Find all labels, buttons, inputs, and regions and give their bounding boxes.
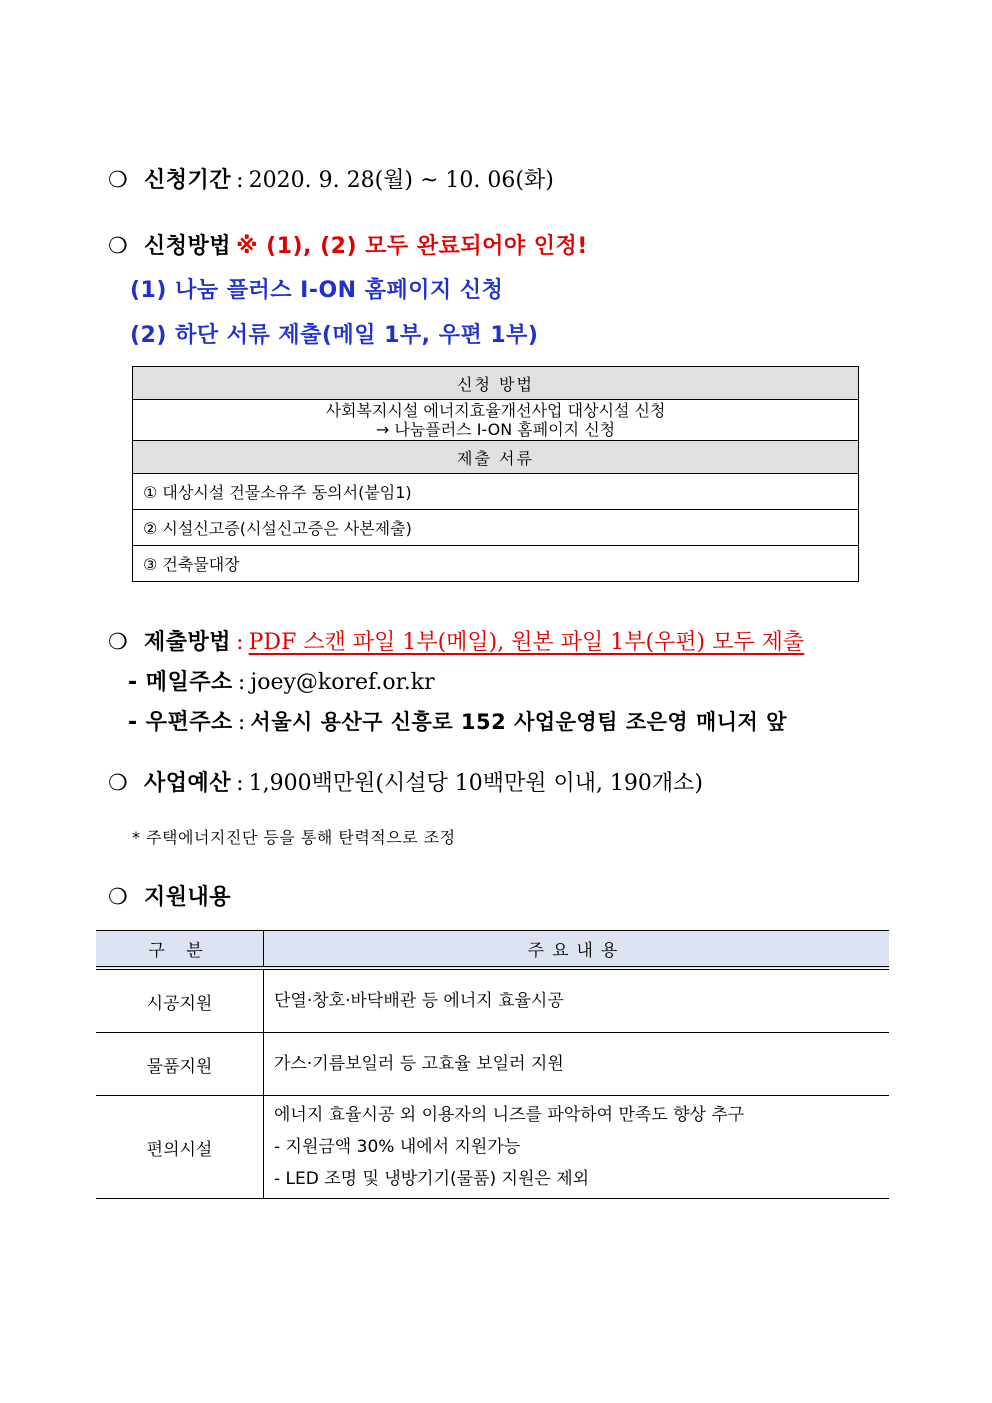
budget-separator: : bbox=[236, 771, 244, 796]
budget-label: 사업예산 bbox=[144, 771, 232, 796]
table-row bbox=[96, 968, 889, 1033]
submission-line bbox=[108, 625, 804, 656]
document-item-2: ② 시설신고증(시설신고증은 사본제출) bbox=[133, 510, 859, 546]
email-separator: : bbox=[237, 670, 246, 695]
method-notice: ※ (1), (2) 모두 완료되어야 인정! bbox=[236, 234, 588, 259]
circle-bullet-icon: ❍ bbox=[108, 234, 128, 259]
email-line bbox=[128, 665, 435, 696]
method-step-1: (1) 나눔 플러스 I-ON 홈페이지 신청 bbox=[130, 278, 504, 303]
post-address: 서울시 용산구 신흥로 152 사업운영팀 조은영 매니저 앞 bbox=[250, 710, 787, 734]
support-category-1: 시공지원 bbox=[96, 968, 264, 1033]
submission-separator: : bbox=[236, 630, 244, 655]
apply-method-line-1: 사회복지시설 에너지효율개선사업 대상시설 신청 bbox=[325, 401, 666, 420]
email-address: joey@koref.or.kr bbox=[250, 670, 435, 695]
table-row bbox=[96, 1033, 889, 1096]
budget-note: * 주택에너지진단 등을 통해 탄력적으로 조정 bbox=[132, 828, 456, 847]
submission-value: PDF 스캔 파일 1부(메일), 원본 파일 1부(우편) 모두 제출 bbox=[248, 630, 805, 655]
method-step-2: (2) 하단 서류 제출(메일 1부, 우편 1부) bbox=[130, 323, 539, 348]
document-item-3: ③ 건축물대장 bbox=[133, 546, 859, 582]
method-label: 신청방법 bbox=[144, 234, 232, 259]
circle-bullet-icon: ❍ bbox=[108, 885, 128, 910]
apply-header-documents: 제출 서류 bbox=[133, 441, 859, 474]
support-content-line: 가스·기름보일러 등 고효율 보일러 지원 bbox=[274, 1054, 564, 1074]
support-header-content: 주요내용 bbox=[264, 931, 890, 969]
period-line bbox=[108, 163, 554, 194]
support-label: 지원내용 bbox=[144, 885, 232, 910]
post-label: - 우편주소 bbox=[128, 710, 233, 735]
apply-method-table bbox=[132, 366, 859, 582]
support-content-1 bbox=[264, 968, 890, 1033]
email-label: - 메일주소 bbox=[128, 670, 233, 695]
support-table bbox=[96, 930, 889, 1199]
apply-method-cell bbox=[133, 400, 859, 441]
period-value: 2020. 9. 28(월) ~ 10. 06(화) bbox=[248, 168, 554, 193]
support-category-3: 편의시설 bbox=[96, 1096, 264, 1199]
support-line bbox=[108, 880, 231, 911]
support-content-line: - 지원금액 30% 내에서 지원가능 bbox=[274, 1137, 521, 1157]
budget-value: 1,900백만원(시설당 10백만원 이내, 190개소) bbox=[248, 771, 704, 796]
circle-bullet-icon: ❍ bbox=[108, 771, 128, 796]
support-content-line: 에너지 효율시공 외 이용자의 니즈를 파악하여 만족도 향상 추구 bbox=[274, 1105, 745, 1125]
support-content-line: 단열·창호·바닥배관 등 에너지 효율시공 bbox=[274, 991, 564, 1011]
support-content-3 bbox=[264, 1096, 890, 1199]
table-row bbox=[96, 1096, 889, 1199]
circle-bullet-icon: ❍ bbox=[108, 168, 128, 193]
support-header-category: 구 분 bbox=[96, 931, 264, 969]
circle-bullet-icon: ❍ bbox=[108, 630, 128, 655]
support-content-2 bbox=[264, 1033, 890, 1096]
post-separator: : bbox=[237, 710, 246, 735]
support-category-2: 물품지원 bbox=[96, 1033, 264, 1096]
apply-method-line-2: → 나눔플러스 I-ON 홈페이지 신청 bbox=[375, 420, 616, 439]
post-line bbox=[128, 705, 787, 736]
apply-header-method: 신청 방법 bbox=[133, 367, 859, 400]
support-content-line: - LED 조명 및 냉방기기(물품) 지원은 제외 bbox=[274, 1169, 590, 1189]
period-label: 신청기간 bbox=[144, 168, 232, 193]
method-line bbox=[108, 229, 588, 260]
budget-line bbox=[108, 766, 703, 797]
submission-label: 제출방법 bbox=[144, 630, 232, 655]
period-separator: : bbox=[236, 168, 244, 193]
document-item-1: ① 대상시설 건물소유주 동의서(붙임1) bbox=[133, 474, 859, 510]
